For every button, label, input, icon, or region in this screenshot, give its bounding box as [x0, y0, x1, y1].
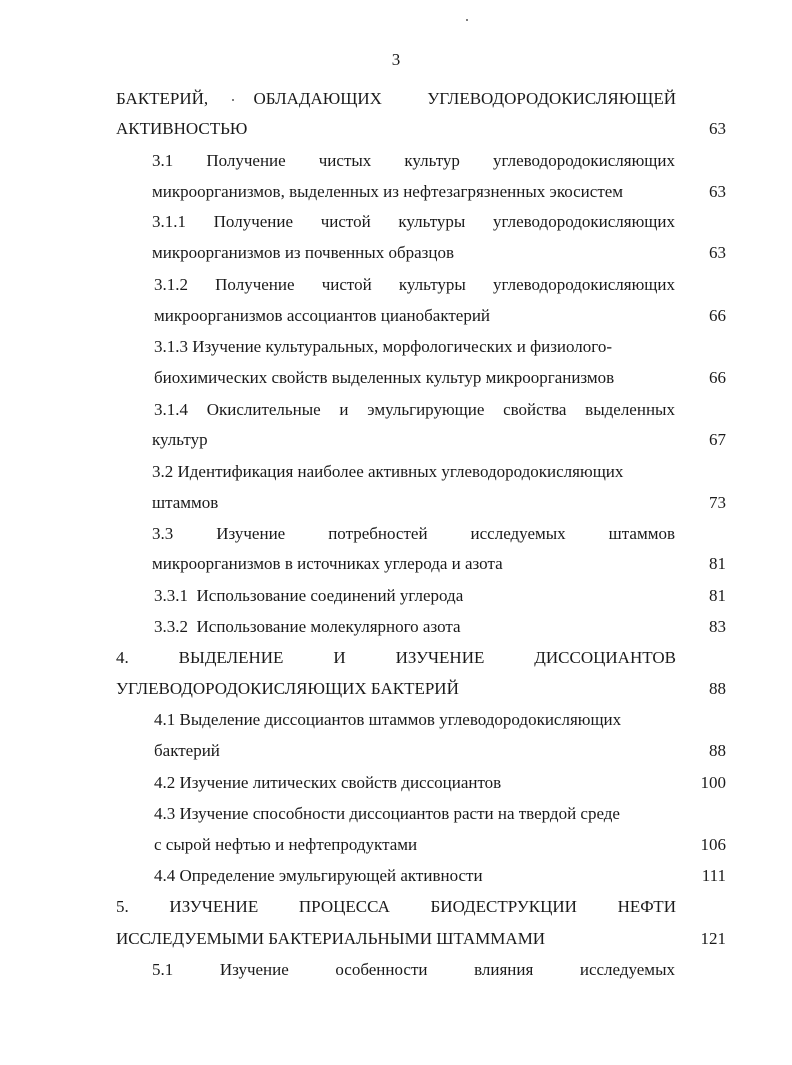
scan-speck: [466, 19, 468, 21]
word: чистых: [318, 151, 372, 170]
toc-line-10: биохимических свойств выделенных культур микроорганизмов: [154, 368, 615, 387]
toc-line-27: [116, 897, 676, 917]
word: и: [339, 400, 349, 419]
toc-line-15: [152, 524, 675, 544]
word: ДИССОЦИАНТОВ: [534, 648, 676, 667]
toc-line-13: 3.2 Идентификация наиболее активных углеводородокисляющих: [152, 462, 624, 481]
toc-line-8: микроорганизмов ассоциантов цианобактерий: [154, 306, 491, 325]
toc-line-18: 3.3.2 Использование молекулярного азота: [154, 617, 461, 636]
word: эмульгирующие: [367, 400, 485, 419]
word: штаммов: [608, 524, 675, 543]
toc-page-ref: 100: [700, 773, 726, 792]
word: углеводородокисляющих: [493, 151, 675, 170]
word: 3.1.1: [152, 212, 186, 231]
toc-line-6: микроорганизмов из почвенных образцов: [152, 243, 454, 262]
word: 3.1.4: [154, 400, 188, 419]
toc-line-7: [154, 275, 675, 295]
toc-line-14: штаммов: [152, 493, 219, 512]
toc-line-9: 3.1.3 Изучение культуральных, морфологических и физиолого-: [154, 337, 613, 356]
word: Получение: [206, 151, 286, 170]
word: Изучение: [216, 524, 286, 543]
word: ПРОЦЕССА: [298, 897, 390, 916]
toc-page-ref: 63: [709, 119, 726, 138]
toc-line-29: [152, 960, 675, 980]
toc-line-11: [154, 400, 675, 420]
word: Окислительные: [206, 400, 321, 419]
word: ВЫДЕЛЕНИЕ: [178, 648, 284, 667]
toc-line-12: культур: [152, 430, 208, 449]
toc-page-ref: 66: [709, 368, 726, 387]
word: 3.1: [152, 151, 174, 170]
toc-line-28: ИССЛЕДУЕМЫМИ БАКТЕРИАЛЬНЫМИ ШТАММАМИ: [116, 929, 546, 948]
toc-page-ref: 63: [709, 243, 726, 262]
toc-line-23: 4.2 Изучение литических свойств диссоциантов: [154, 773, 502, 792]
toc-line-19: [116, 648, 676, 668]
word: ОБЛАДАЮЩИХ: [253, 89, 382, 108]
word: культур: [404, 151, 460, 170]
toc-page-ref: 83: [709, 617, 726, 636]
toc-page-ref: 73: [709, 493, 726, 512]
word: 3.3: [152, 524, 174, 543]
toc-line-24: 4.3 Изучение способности диссоциантов расти на твердой среде: [154, 804, 620, 823]
word: УГЛЕВОДОРОДОКИСЛЯЮЩЕЙ: [427, 89, 676, 108]
toc-line-1: [116, 89, 676, 109]
word: культуры: [398, 275, 466, 294]
word: свойства: [503, 400, 567, 419]
word: культуры: [398, 212, 466, 231]
toc-line-26: 4.4 Определение эмульгирующей активности: [154, 866, 483, 885]
toc-page-ref: 63: [709, 182, 726, 201]
word: влияния: [474, 960, 534, 979]
toc-page-ref: 66: [709, 306, 726, 325]
word: углеводородокисляющих: [493, 212, 675, 231]
word: чистой: [321, 275, 372, 294]
toc-line-17: 3.3.1 Использование соединений углерода: [154, 586, 464, 605]
toc-line-4: микроорганизмов, выделенных из нефтезагрязненных экосистем: [152, 182, 624, 201]
word: Изучение: [219, 960, 289, 979]
toc-page-ref: 106: [700, 835, 726, 854]
word: выделенных: [585, 400, 675, 419]
word: Получение: [215, 275, 295, 294]
toc-line-20: УГЛЕВОДОРОДОКИСЛЯЮЩИХ БАКТЕРИЙ: [116, 679, 459, 698]
word: И: [333, 648, 346, 667]
toc-page-ref: 88: [709, 741, 726, 760]
word: 5.: [116, 897, 129, 916]
word: потребностей: [328, 524, 428, 543]
page-number: 3: [391, 50, 401, 69]
word: Получение: [213, 212, 294, 231]
word: исследуемых: [579, 960, 675, 979]
word: 3.1.2: [154, 275, 188, 294]
word: 4.: [116, 648, 129, 667]
toc-page-ref: 81: [709, 586, 726, 605]
word: НЕФТИ: [617, 897, 676, 916]
toc-line-2: АКТИВНОСТЬЮ: [116, 119, 248, 138]
word: ИЗУЧЕНИЕ: [169, 897, 259, 916]
toc-page-ref: 67: [709, 430, 726, 449]
toc-line-5: [152, 212, 675, 232]
word: углеводородокисляющих: [493, 275, 675, 294]
toc-line-3: [152, 151, 675, 171]
toc-page-ref: 111: [701, 866, 726, 885]
word: БИОДЕСТРУКЦИИ: [430, 897, 577, 916]
word: особенности: [335, 960, 428, 979]
toc-line-16: микроорганизмов в источниках углерода и азота: [152, 554, 503, 573]
word: ИЗУЧЕНИЕ: [395, 648, 485, 667]
toc-page-ref: 88: [709, 679, 726, 698]
word: 5.1: [152, 960, 174, 979]
word: БАКТЕРИЙ,: [116, 89, 209, 108]
word: исследуемых: [470, 524, 566, 543]
word: чистой: [320, 212, 371, 231]
toc-page-ref: 121: [700, 929, 726, 948]
toc-page-ref: 81: [709, 554, 726, 573]
toc-line-21: 4.1 Выделение диссоциантов штаммов углеводородокисляющих: [154, 710, 622, 729]
toc-line-22: бактерий: [154, 741, 220, 760]
toc-line-25: с сырой нефтью и нефтепродуктами: [154, 835, 418, 854]
